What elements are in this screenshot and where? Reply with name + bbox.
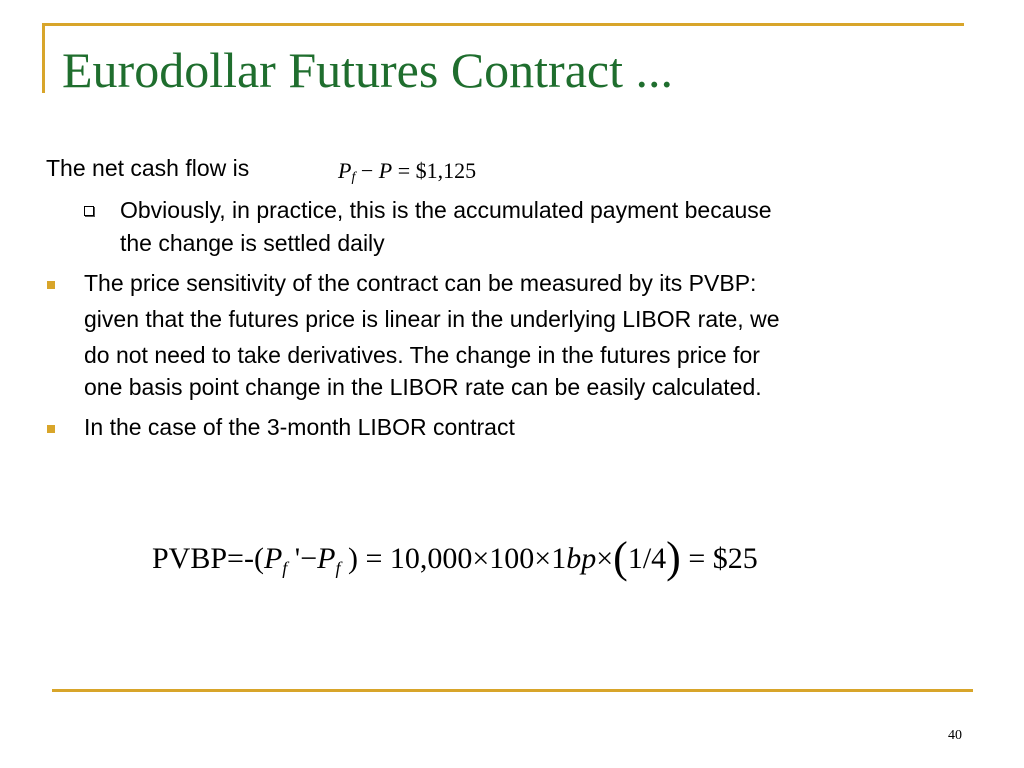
pvbp-equals-2: =	[680, 542, 713, 575]
top-rule	[42, 23, 964, 26]
cash-flow-label: The net cash flow is	[46, 155, 250, 181]
pvbp-prefix: PVBP=-(	[152, 542, 264, 575]
bottom-rule	[52, 689, 973, 692]
pvbp-fraction: 1/4	[627, 542, 667, 575]
pvbp-sub-f2: f	[335, 558, 341, 578]
slide-title: Eurodollar Futures Contract ...	[62, 42, 673, 98]
pvbp-var-p2: P	[317, 542, 336, 575]
pvbp-equals-1: =	[357, 542, 390, 575]
bullet-1-line-4: one basis point change in the LIBOR rate can be easily calculated.	[84, 374, 762, 400]
bullet-1-line-2: given that the futures price is linear in the underlying LIBOR rate, we	[84, 306, 780, 332]
pvbp-sub-f: f	[282, 558, 288, 578]
pvbp-bp: bp	[566, 542, 597, 575]
pvbp-prime-minus: '−	[287, 542, 318, 575]
pvbp-equation	[152, 528, 758, 582]
pvbp-result: $25	[712, 542, 758, 575]
bullet-1-line-1: The price sensitivity of the contract can be measured by its PVBP:	[84, 270, 757, 296]
eq1-var-p: P	[338, 158, 352, 183]
page-number: 40	[948, 728, 962, 743]
eq1-minus: −	[360, 158, 374, 183]
pvbp-close-paren: )	[666, 533, 681, 582]
pvbp-close: )	[340, 542, 358, 575]
pvbp-times: ×	[596, 542, 614, 575]
left-rule	[42, 23, 45, 93]
square-bullet-icon	[47, 281, 55, 289]
pvbp-open-paren: (	[613, 533, 628, 582]
hollow-square-bullet-icon	[84, 206, 94, 216]
pvbp-product: 10,000×100×1	[389, 542, 567, 575]
eq1-value: $1,125	[415, 158, 477, 183]
cash-flow-equation	[338, 158, 476, 184]
eq1-equals: =	[397, 158, 411, 183]
bullet-1-line-3: do not need to take derivatives. The change in the futures price for	[84, 342, 760, 368]
sub-bullet-line-2: the change is settled daily	[120, 230, 385, 256]
bullet-2-line-1: In the case of the 3-month LIBOR contract	[84, 414, 515, 440]
eq1-var-p2: P	[378, 158, 393, 183]
sub-bullet-line-1: Obviously, in practice, this is the accumulated payment because	[120, 197, 772, 223]
pvbp-var-p: P	[263, 542, 283, 575]
eq1-sub-f: f	[351, 170, 356, 185]
square-bullet-icon	[47, 425, 55, 433]
